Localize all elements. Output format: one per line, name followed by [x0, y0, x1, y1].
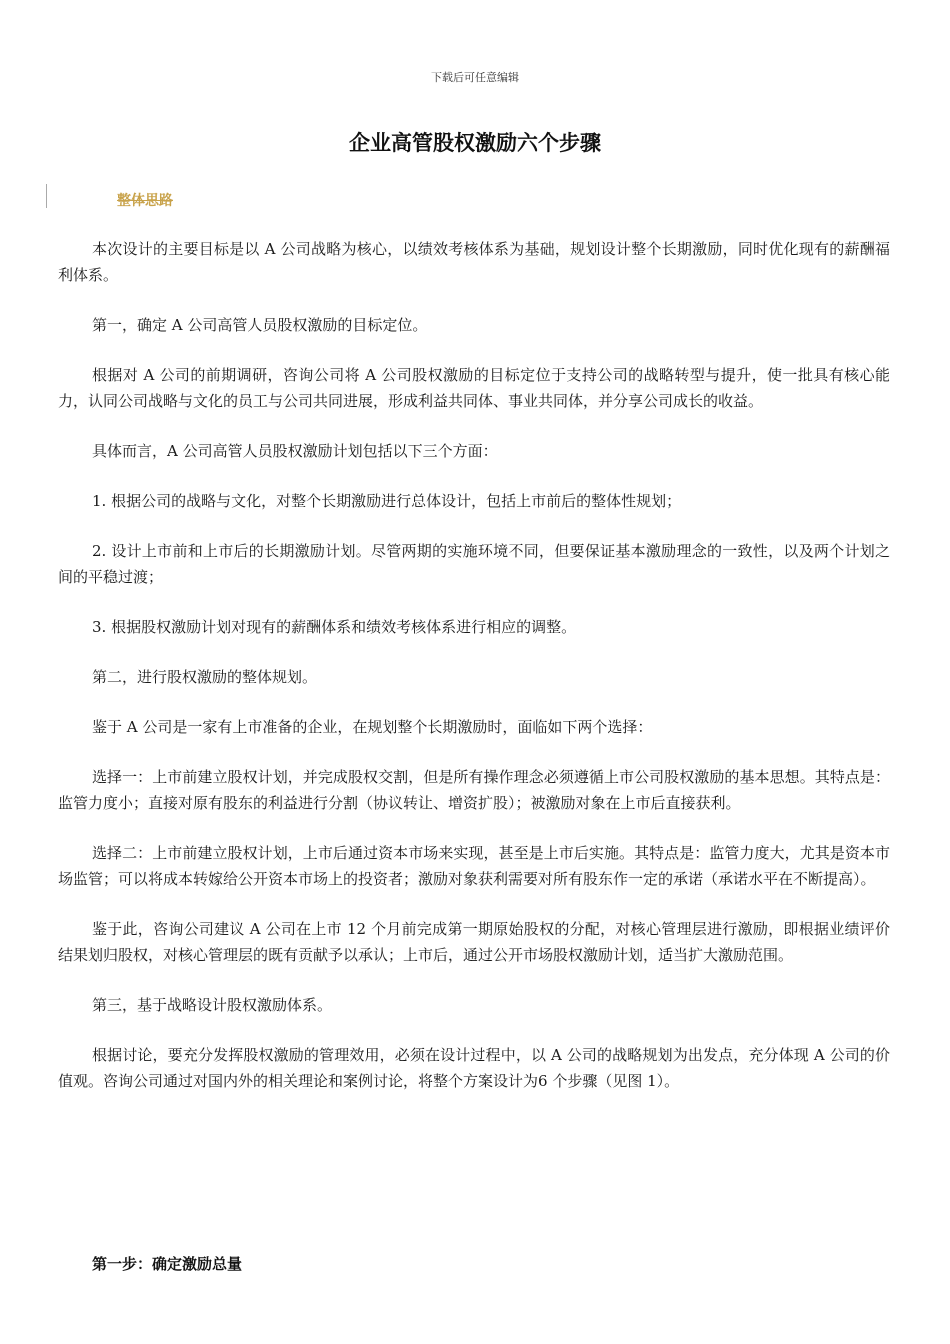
- paragraph: 鉴于此，咨询公司建议 A 公司在上市 12 个月前完成第一期原始股权的分配，对核心管理层进行激励，即根据业绩评价结果划归股权，对核心管理层的既有贡献予以承认；上市后，通过公开市场股权激励计划，适当扩大激励范围。: [58, 920, 890, 964]
- paragraph: 根据对 A 公司的前期调研，咨询公司将 A 公司股权激励的目标定位于支持公司的战略转型与提升，使一批具有核心能力，认同公司战略与文化的员工与公司共同进展，形成利益共同体、事业共同体，并分享公司成长的收益。: [58, 366, 890, 410]
- paragraph: 根据讨论，要充分发挥股权激励的管理效用，必须在设计过程中，以 A 公司的战略规划为出发点，充分体现 A 公司的价值观。咨询公司通过对国内外的相关理论和案例讨论，将整个方案设计为6 个步骤（见图 1）。: [58, 1046, 890, 1090]
- paragraph: 2. 设计上市前和上市后的长期激励计划。尽管两期的实施环境不同，但要保证基本激励理念的一致性，以及两个计划之间的平稳过渡；: [58, 542, 890, 586]
- document-body: [58, 236, 890, 1118]
- header-note: 下载后可任意编辑: [431, 71, 519, 84]
- left-margin-mark: [46, 184, 47, 208]
- paragraph: 第一，确定 A 公司高管人员股权激励的目标定位。: [92, 316, 428, 334]
- paragraph: 3. 根据股权激励计划对现有的薪酬体系和绩效考核体系进行相应的调整。: [92, 618, 577, 636]
- document-title: 企业高管股权激励六个步骤: [349, 130, 601, 155]
- step-heading: 第一步：确定激励总量: [92, 1255, 243, 1273]
- paragraph: 具体而言，A 公司高管人员股权激励计划包括以下三个方面：: [92, 442, 498, 460]
- paragraph: 选择二：上市前建立股权计划，上市后通过资本市场来实现，甚至是上市后实施。其特点是：监管力度大，尤其是资本市场监管；可以将成本转嫁给公开资本市场上的投资者；激励对象获利需要对所有股东作一定的承诺（承诺水平在不断提高）。: [58, 844, 890, 888]
- paragraph: 选择一：上市前建立股权计划，并完成股权交割，但是所有操作理念必须遵循上市公司股权激励的基本思想。其特点是：监管力度小；直接对原有股东的利益进行分割（协议转让、增资扩股）；被激励对象在上市后直接获利。: [58, 768, 890, 812]
- paragraph: 鉴于 A 公司是一家有上市准备的企业，在规划整个长期激励时，面临如下两个选择：: [92, 718, 653, 736]
- section-heading: 整体思路: [117, 193, 173, 209]
- paragraph: 本次设计的主要目标是以 A 公司战略为核心，以绩效考核体系为基础，规划设计整个长期激励，同时优化现有的薪酬福利体系。: [58, 240, 890, 284]
- paragraph: 第二，进行股权激励的整体规划。: [92, 668, 318, 686]
- paragraph: 1. 根据公司的战略与文化，对整个长期激励进行总体设计，包括上市前后的整体性规划；: [92, 492, 682, 510]
- paragraph: 第三，基于战略设计股权激励体系。: [92, 996, 333, 1014]
